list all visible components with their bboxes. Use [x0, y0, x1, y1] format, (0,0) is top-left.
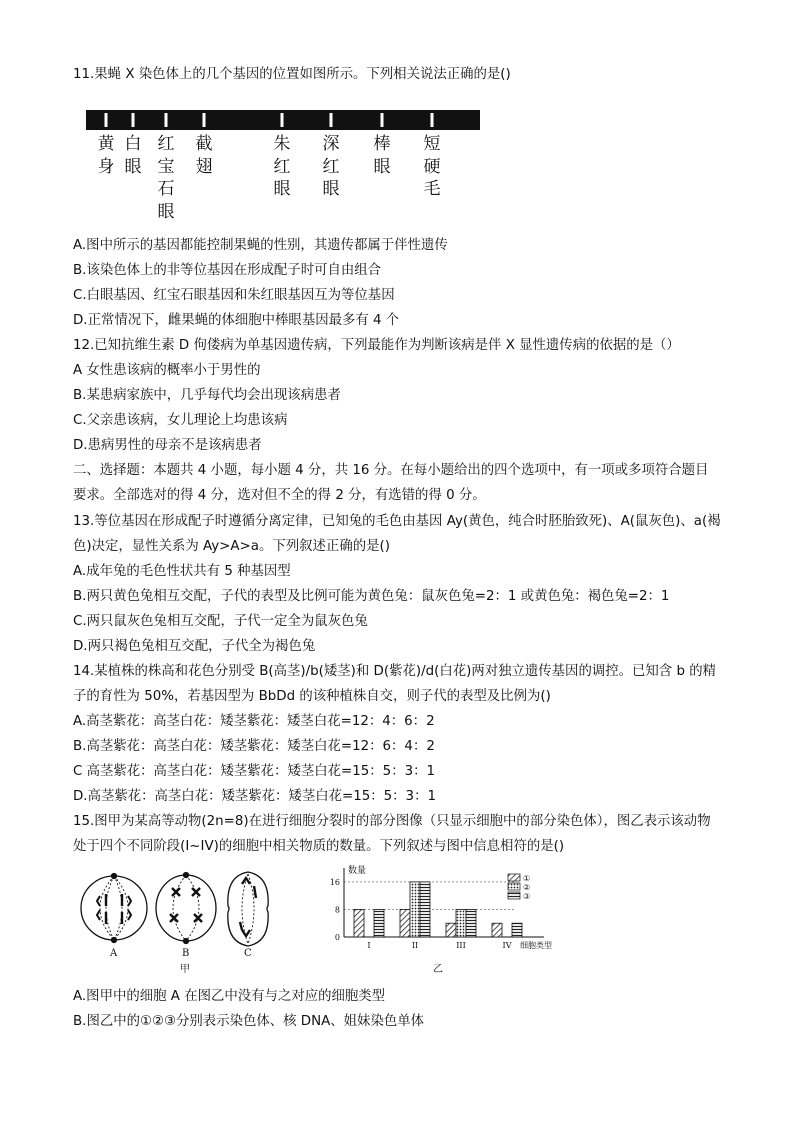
bar-chart — [318, 862, 578, 984]
gene-label: 棒 眼 — [373, 134, 391, 177]
text-line: D.患病男性的母亲不是该病患者 — [73, 438, 262, 453]
text-line: 11.果蝇 X 染色体上的几个基因的位置如图所示。下列相关说法正确的是() — [73, 67, 511, 82]
gene-label: 截 翅 — [195, 134, 213, 177]
text-line: D.两只褐色兔相互交配，子代全为褐色兔 — [73, 639, 316, 654]
legend-swatch — [508, 892, 520, 899]
cell-label: C — [244, 948, 252, 959]
text-line: B.两只黄色兔相互交配，子代的表型及比例可能为黄色兔：鼠灰色兔=2：1 或黄色兔：褐色兔=2：1 — [73, 589, 670, 604]
chart-caption: 乙 — [433, 964, 443, 975]
text-line: A.图中所示的基因都能控制果蝇的性别，其遗传都属于伴性遗传 — [73, 238, 448, 253]
legend-swatch — [508, 874, 520, 881]
bar-IV-series1 — [492, 923, 502, 937]
gene-label: 朱 红 眼 — [273, 134, 291, 199]
gene-label: 白 眼 — [124, 134, 142, 177]
bar-III-series1 — [446, 923, 456, 937]
text-line: A.成年兔的毛色性状共有 5 种基因型 — [73, 564, 291, 579]
x-tick-label: IV — [502, 941, 512, 950]
cell-division-figure — [76, 866, 286, 980]
bar-II-series3 — [420, 882, 430, 937]
text-line: 13.等位基因在形成配子时遵循分离定律，已知兔的毛色由基因 Ay(黄色，纯合时胚胎致死)、A(鼠灰色)、a(褐 — [73, 514, 721, 529]
text-line: A.高茎紫花：高茎白花：矮茎紫花：矮茎白花=12：4：6：2 — [73, 714, 435, 729]
text-line: C.白眼基因、红宝石眼基因和朱红眼基因互为等位基因 — [73, 288, 395, 303]
text-line: 二、选择题：本题共 4 小题，每小题 4 分，共 16 分。在每小题给出的四个选项中，有一项或多项符合题目 — [73, 463, 709, 478]
cell-label: B — [182, 948, 190, 959]
x-tick-label: II — [411, 941, 419, 950]
text-line: B.高茎紫花：高茎白花：矮茎紫花：矮茎白花=12：6：4：2 — [73, 739, 435, 754]
cell-label: A — [110, 948, 118, 959]
text-line: 色)决定，显性关系为 Ay>A>a。下列叙述正确的是() — [73, 539, 390, 554]
bar-I-series3 — [374, 909, 384, 937]
gene-label: 短 硬 毛 — [423, 134, 441, 199]
bar-II-series2 — [410, 882, 420, 937]
gene-marker — [105, 113, 108, 127]
text-line: B.某患病家族中，几乎每代均会出现该病患者 — [73, 388, 341, 403]
y-tick-label: 8 — [334, 905, 340, 915]
gene-marker — [381, 113, 384, 127]
gene-marker — [165, 113, 168, 127]
gene-marker — [431, 113, 434, 127]
figure-caption: 甲 — [180, 964, 190, 975]
text-line: B.该染色体上的非等位基因在形成配子时可自由组合 — [73, 263, 382, 278]
text-line: 15.图甲为某高等动物(2n=8)在进行细胞分裂时的部分图像（只显示细胞中的部分染色体），图乙表示该动物 — [73, 814, 711, 829]
y-tick-label: 0 — [334, 933, 340, 942]
text-line: B.图乙中的①②③分别表示染色体、核 DNA、姐妹染色单体 — [73, 1014, 425, 1029]
gene-marker — [281, 113, 284, 127]
gene-label: 红 宝 石 眼 — [157, 134, 175, 222]
x-axis-label: 细胞类型 — [520, 941, 552, 950]
x-chromosome-figure — [86, 106, 486, 222]
gene-label: 黄 身 — [97, 134, 115, 177]
x-tick-label: III — [456, 941, 466, 950]
cell-a-drawing — [81, 874, 147, 943]
text-line: D.高茎紫花：高茎白花：矮茎紫花：矮茎白花=15：5：3：1 — [73, 789, 436, 804]
y-tick-label: 16 — [329, 877, 340, 887]
text-line: 要求。全部选对的得 4 分，选对但不全的得 2 分，有选错的得 0 分。 — [73, 488, 486, 503]
text-line: A 女性患该病的概率小于男性的 — [73, 363, 261, 378]
legend-label: ③ — [523, 892, 531, 901]
chromosome-bar — [86, 106, 486, 134]
cell-b-drawing — [156, 873, 216, 944]
text-line: C.两只鼠灰色兔相互交配，子代一定全为鼠灰色兔 — [73, 614, 368, 629]
gene-marker — [203, 113, 206, 127]
text-line: 12.已知抗维生素 D 佝偻病为单基因遗传病，下列最能作为判断该病是伴 X 显性遗传病的依据的是（） — [73, 338, 680, 353]
bar-III-series3 — [466, 909, 476, 937]
text-line: C 高茎紫花：高茎白花：矮茎紫花：矮茎白花=15：5：3：1 — [73, 764, 436, 779]
cell-c-drawing — [228, 872, 268, 946]
legend-swatch — [508, 883, 520, 890]
gene-marker — [330, 113, 333, 127]
text-line: A.图甲中的细胞 A 在图乙中没有与之对应的细胞类型 — [73, 989, 386, 1004]
y-axis-label: 数量 — [348, 866, 367, 876]
text-line: D.正常情况下，雌果蝇的体细胞中棒眼基因最多有 4 个 — [73, 313, 400, 328]
text-line: C.父亲患该病，女儿理论上均患该病 — [73, 413, 288, 428]
text-line: 处于四个不同阶段(I~IV)的细胞中相关物质的数量。下列叙述与图中信息相符的是() — [73, 839, 565, 854]
x-tick-label: I — [367, 941, 371, 950]
bar-I-series1 — [354, 909, 364, 937]
text-line: 子的育性为 50%，若基因型为 BbDd 的该种植株自交，则子代的表型及比例为() — [73, 689, 551, 704]
bar-IV-series3 — [512, 923, 522, 937]
bar-II-series1 — [400, 909, 410, 937]
bar-III-series2 — [456, 909, 466, 937]
legend-label: ② — [523, 883, 531, 892]
gene-label: 深 红 眼 — [322, 134, 340, 199]
gene-marker — [132, 113, 135, 127]
legend-label: ① — [523, 874, 531, 883]
text-line: 14.某植株的株高和花色分别受 B(高茎)/b(矮茎)和 D(紫花)/d(白花)两对独立遗传基因的调控。已知含 b 的精 — [73, 664, 716, 679]
